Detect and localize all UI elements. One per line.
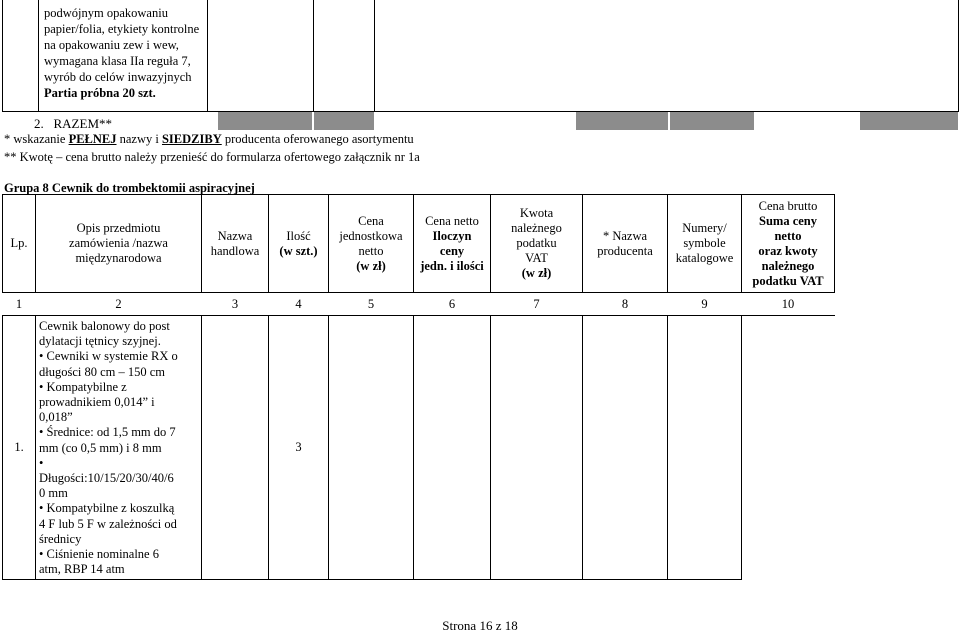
razem-gray-cell: [860, 112, 958, 130]
column-number: 8: [583, 293, 668, 316]
fragment-line: podwójnym opakowaniu: [44, 6, 168, 20]
column-number-row: [3, 293, 835, 316]
row-lp: 1.: [3, 316, 36, 580]
table-header-row: [3, 195, 835, 293]
note-text: * wskazanie: [4, 132, 69, 146]
previous-description: [44, 5, 244, 101]
razem-gray-cell: [670, 112, 754, 130]
column-number: 1: [3, 293, 36, 316]
note-text: producenta oferowanego asortymentu: [221, 132, 414, 146]
note-emphasis: SIEDZIBY: [161, 132, 222, 146]
header-net-price: Cena netto Iloczyn ceny jedn. i ilości: [414, 195, 491, 293]
row-unit-price-cell[interactable]: [329, 316, 414, 580]
row-catalog-cell[interactable]: [668, 316, 742, 580]
column-number: 6: [414, 293, 491, 316]
razem-gray-cell: [576, 112, 668, 130]
fragment-line: wyrób do celów inwazyjnych: [44, 70, 192, 84]
note-emphasis: PEŁNEJ: [68, 132, 117, 146]
column-number: 4: [269, 293, 329, 316]
header-quantity: Ilość (w szt.): [269, 195, 329, 293]
row-gross-cell: [742, 316, 835, 580]
column-number: 10: [742, 293, 835, 316]
column-number: 5: [329, 293, 414, 316]
header-trade-name: Nazwa handlowa: [202, 195, 269, 293]
razem-number: 2.: [34, 116, 44, 131]
razem-gray-cell: [314, 112, 374, 130]
header-vat-amount: Kwota należnego podatku VAT (w zł): [491, 195, 583, 293]
row-producer-cell[interactable]: [583, 316, 668, 580]
header-catalog-numbers: Numery/ symbole katalogowe: [668, 195, 742, 293]
header-producer: * Nazwa producenta: [583, 195, 668, 293]
row-description: Cewnik balonowy do post dylatacji tętnicy szyjnej. • Cewniki w systemie RX o długości 80 cm – 150 cm • Kompatybilne z prowadnikiem 0,014” i 0,018” • Średnice: od 1,5 mm do 7 mm (co 0,5 mm) i 8 mm • Długości:10/15/20/30/40/6 0 mm • Kompatybilne z koszulką 4 F lub 5 F w zależności od średnicy • Ciśnienie nominalne 6 atm, RBP 14 atm: [36, 316, 202, 580]
header-lp: Lp.: [3, 195, 36, 293]
row-net-price-cell[interactable]: [414, 316, 491, 580]
price-table: [2, 194, 835, 580]
trial-batch-text: Partia próbna 20 szt.: [44, 86, 156, 100]
column-number: 9: [668, 293, 742, 316]
header-description: Opis przedmiotu zamówienia /nazwa międzynarodowa: [36, 195, 202, 293]
column-number: 3: [202, 293, 269, 316]
table-row: [3, 316, 835, 580]
page-number: Strona 16 z 18: [442, 618, 518, 633]
header-gross-price: Cena brutto Suma ceny netto oraz kwoty należnego podatku VAT: [742, 195, 835, 293]
razem-gray-cell: [218, 112, 312, 130]
row-trade-name-cell[interactable]: [202, 316, 269, 580]
column-number: 7: [491, 293, 583, 316]
fragment-line: wymagana klasa IIa reguła 7,: [44, 54, 191, 68]
footnote-gross-amount: ** Kwotę – cena brutto należy przenieść do formularza ofertowego załącznik nr 1a: [4, 150, 420, 164]
footnote-producer: [4, 132, 414, 147]
razem-row-label: [34, 116, 112, 131]
fragment-line: papier/folia, etykiety kontrolne: [44, 22, 200, 36]
row-quantity: 3: [269, 316, 329, 580]
column-number: 2: [36, 293, 202, 316]
razem-label: RAZEM**: [53, 116, 112, 131]
header-unit-price: Cena jednostkowa netto (w zł): [329, 195, 414, 293]
previous-table-fragment: [0, 0, 960, 130]
fragment-line: na opakowaniu zew i wew,: [44, 38, 179, 52]
row-vat-cell[interactable]: [491, 316, 583, 580]
note-text: nazwy i: [116, 132, 162, 146]
group-title: Grupa 8 Cewnik do trombektomii aspiracyjnej: [4, 181, 255, 195]
